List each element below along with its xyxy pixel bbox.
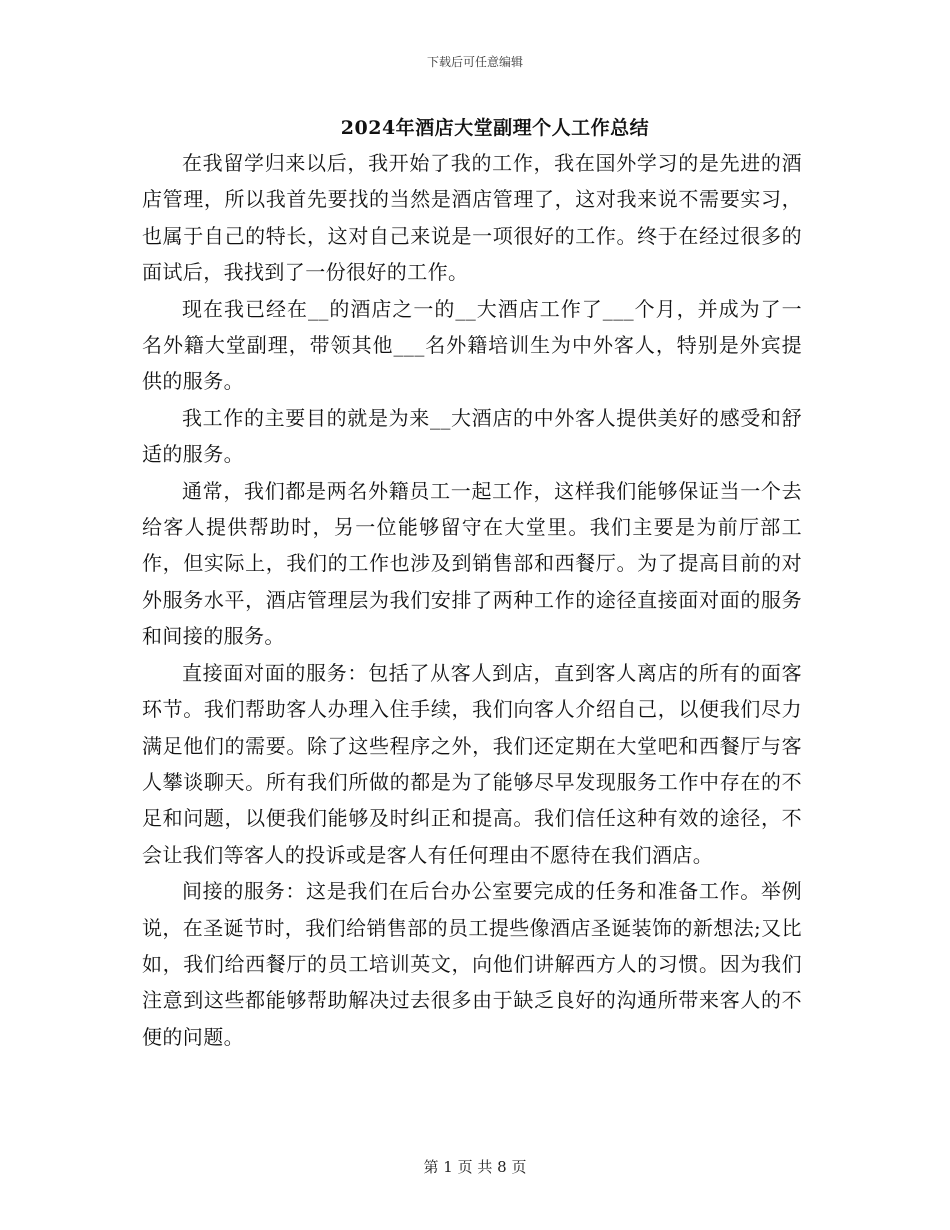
paragraph: 直接面对面的服务：包括了从客人到店，直到客人离店的所有的面客环节。我们帮助客人办理入住手续，我们向客人介绍自己，以便我们尽力满足他们的需要。除了这些程序之外，我们还定期在大堂吧和西餐厅与客人攀谈聊天。所有我们所做的都是为了能够尽早发现服务工作中存在的不足和问题，以便我们能够及时纠正和提高。我们信任这种有效的途径，不会让我们等客人的投诉或是客人有任何理由不愿待在我们酒店。 — [142, 660, 802, 867]
document-body — [142, 145, 802, 1055]
paragraph: 我工作的主要目的就是为来__大酒店的中外客人提供美好的感受和舒适的服务。 — [142, 405, 802, 467]
paragraph: 间接的服务：这是我们在后台办公室要完成的任务和准备工作。举例说，在圣诞节时，我们给销售部的员工提些像酒店圣诞装饰的新想法;又比如，我们给西餐厅的员工培训英文，向他们讲解西方人的习惯。因为我们注意到这些都能够帮助解决过去很多由于缺乏良好的沟通所带来客人的不便的问题。 — [142, 879, 802, 1049]
paragraph: 在我留学归来以后，我开始了我的工作，我在国外学习的是先进的酒店管理，所以我首先要找的当然是酒店管理了，这对我来说不需要实习，也属于自己的特长，这对自己来说是一项很好的工作。终于在经过很多的面试后，我找到了一份很好的工作。 — [142, 151, 802, 285]
page-indicator: 第 1 页 共 8 页 — [423, 1158, 527, 1176]
document-title: 2024年酒店大堂副理个人工作总结 — [340, 117, 650, 139]
paragraph: 现在我已经在__的酒店之一的__大酒店工作了___个月，并成为了一名外籍大堂副理，带领其他___名外籍培训生为中外客人，特别是外宾提供的服务。 — [142, 296, 802, 394]
paragraph: 通常，我们都是两名外籍员工一起工作，这样我们能够保证当一个去给客人提供帮助时，另一位能够留守在大堂里。我们主要是为前厅部工作，但实际上，我们的工作也涉及到销售部和西餐厅。为了提高目前的对外服务水平，酒店管理层为我们安排了两种工作的途径直接面对面的服务和间接的服务。 — [142, 478, 802, 649]
header-note: 下载后可任意编辑 — [426, 55, 523, 69]
